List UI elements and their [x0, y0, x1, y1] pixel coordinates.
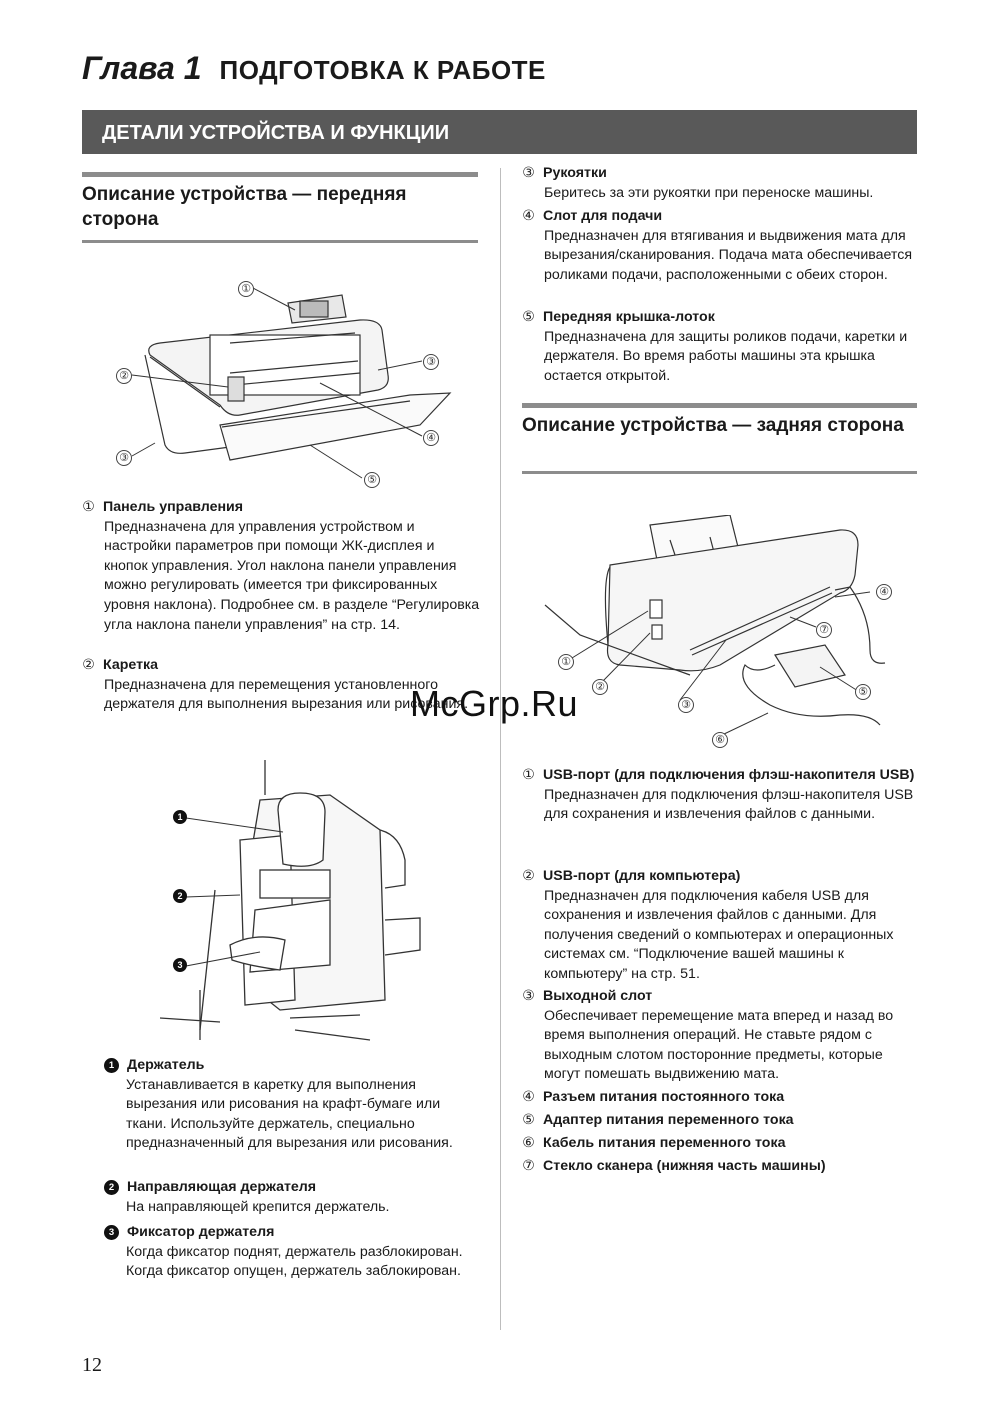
section-banner: ДЕТАЛИ УСТРОЙСТВА И ФУНКЦИИ	[82, 110, 917, 154]
front-callout-3-right: ③	[423, 354, 439, 370]
chapter-number: Глава 1	[82, 50, 202, 86]
watermark: McGrp.Ru	[410, 683, 579, 724]
carriage-callout-2: 2	[173, 889, 187, 903]
carriage-item-1-title: Держатель	[127, 1057, 205, 1073]
front-item-2-title: Каретка	[103, 657, 159, 673]
front-item-5-num: ⑤	[522, 308, 535, 324]
rear-item-2-title: USB-порт (для компьютера)	[543, 868, 741, 884]
front-item-3	[522, 164, 922, 203]
rear-callout-4: ④	[876, 584, 892, 600]
front-item-5-text: Предназначена для защиты роликов подачи, каретки и держателя. Во время работы машины эта крышка остается открытой.	[544, 328, 908, 384]
rear-item-4-title: Разъем питания постоянного тока	[543, 1089, 785, 1105]
carriage-item-2-title: Направляющая держателя	[127, 1179, 317, 1195]
front-item-3-num: ③	[522, 164, 535, 180]
carriage-illustration	[160, 760, 480, 1045]
rear-item-7-num: ⑦	[522, 1157, 535, 1173]
rear-item-3	[522, 987, 922, 1085]
carriage-callout-3: 3	[173, 958, 187, 972]
carriage-item-3-text: Когда фиксатор поднят, держатель разблокирован. Когда фиксатор опущен, держатель заблокирован.	[126, 1243, 463, 1280]
front-section-title: Описание устройства — передняя сторона	[82, 184, 407, 230]
front-machine-illustration	[110, 275, 480, 490]
front-callout-2: ②	[116, 368, 132, 384]
front-section-rule-bottom	[82, 240, 478, 243]
rear-item-3-title: Выходной слот	[543, 988, 653, 1004]
carriage-item-2-num: 2	[104, 1180, 119, 1195]
front-callout-1: ①	[238, 281, 254, 297]
carriage-item-2	[104, 1178, 484, 1217]
front-item-5-title: Передняя крышка-лоток	[543, 309, 715, 325]
rear-item-6	[522, 1134, 922, 1154]
rear-machine-illustration	[540, 515, 900, 750]
rear-item-5-title: Адаптер питания переменного тока	[543, 1112, 794, 1128]
rear-item-6-title: Кабель питания переменного тока	[543, 1135, 786, 1151]
rear-callout-3: ③	[678, 697, 694, 713]
rear-item-5-num: ⑤	[522, 1111, 535, 1127]
rear-callout-6: ⑥	[712, 732, 728, 748]
rear-item-1-title: USB-порт (для подключения флэш-накопителя USB)	[543, 767, 915, 783]
front-callout-3-left: ③	[116, 450, 132, 466]
front-item-2-text: Предназначена для перемещения установленного держателя для выполнения вырезания или рисования.	[104, 676, 469, 713]
page-number: 12	[82, 1354, 102, 1376]
front-item-1-text: Предназначена для управления устройством и настройки параметров при помощи ЖК-дисплея и кнопок управления. Угол наклона панели управления можно регулировать (имеется три фиксированных уровня наклона). Подробнее см. в разделе “Регулировка угла наклона панели управления” на стр. 14.	[104, 518, 480, 633]
rear-item-4-num: ④	[522, 1088, 535, 1104]
carriage-item-2-text: На направляющей крепится держатель.	[126, 1198, 390, 1215]
rear-section-title: Описание устройства — задняя сторона	[522, 415, 904, 436]
rear-item-5	[522, 1111, 922, 1131]
rear-item-7	[522, 1157, 922, 1177]
rear-item-1-text: Предназначен для подключения флэш-накопителя USB для сохранения и извлечения файлов с данными.	[544, 786, 914, 823]
front-item-3-title: Рукоятки	[543, 165, 607, 181]
front-item-4	[522, 207, 922, 285]
rear-item-3-text: Обеспечивает перемещение мата вперед и назад во время выполнения операций. Не ставьте рядом с выходным слотом посторонние предметы, которые могут помешать выдвижению мата.	[544, 1007, 894, 1083]
front-item-1	[82, 498, 482, 635]
rear-item-2-num: ②	[522, 867, 535, 883]
front-item-1-title: Панель управления	[103, 499, 244, 515]
front-item-2-num: ②	[82, 656, 95, 672]
rear-section-rule-bottom	[522, 471, 917, 474]
front-item-3-text: Беритесь за эти рукоятки при переноске машины.	[544, 184, 874, 201]
front-item-4-num: ④	[522, 207, 535, 223]
rear-item-3-num: ③	[522, 987, 535, 1003]
front-callout-5: ⑤	[364, 472, 380, 488]
rear-callout-1: ①	[558, 654, 574, 670]
rear-section-rule-top	[522, 403, 917, 408]
rear-item-1-num: ①	[522, 766, 535, 782]
carriage-item-1-num: 1	[104, 1058, 119, 1073]
rear-item-2	[522, 867, 922, 985]
rear-item-1	[522, 766, 922, 825]
rear-callout-2: ②	[592, 679, 608, 695]
front-callout-4: ④	[423, 430, 439, 446]
front-item-4-text: Предназначен для втягивания и выдвижения мата для вырезания/сканирования. Подача мата обеспечивается роликами подачи, расположенными с обеих сторон.	[544, 227, 913, 283]
chapter-title: ПОДГОТОВКА К РАБОТЕ	[219, 55, 546, 85]
rear-item-2-text: Предназначен для подключения кабеля USB для сохранения и извлечения файлов с данными. Для получения сведений о компьютерах и операционных системах см. “Подключение вашей машины к компьютеру” на стр. 51.	[544, 887, 894, 982]
rear-callout-5: ⑤	[855, 684, 871, 700]
front-item-5	[522, 308, 922, 386]
carriage-item-3	[104, 1223, 484, 1282]
carriage-item-1-text: Устанавливается в каретку для выполнения вырезания или рисования на крафт-бумаге или ткани. Используйте держатель, специально предназначенный для вырезания или рисования.	[126, 1076, 453, 1152]
column-divider	[500, 168, 501, 1330]
carriage-item-1	[104, 1056, 484, 1154]
front-item-1-num: ①	[82, 498, 95, 514]
carriage-item-3-title: Фиксатор держателя	[127, 1224, 275, 1240]
rear-item-4	[522, 1088, 922, 1108]
carriage-callout-1: 1	[173, 810, 187, 824]
carriage-item-3-num: 3	[104, 1225, 119, 1240]
rear-item-6-num: ⑥	[522, 1134, 535, 1150]
chapter-heading	[82, 50, 546, 87]
rear-callout-7: ⑦	[816, 622, 832, 638]
front-section-rule-top	[82, 172, 478, 177]
rear-item-7-title: Стекло сканера (нижняя часть машины)	[543, 1158, 826, 1174]
front-item-4-title: Слот для подачи	[543, 208, 663, 224]
